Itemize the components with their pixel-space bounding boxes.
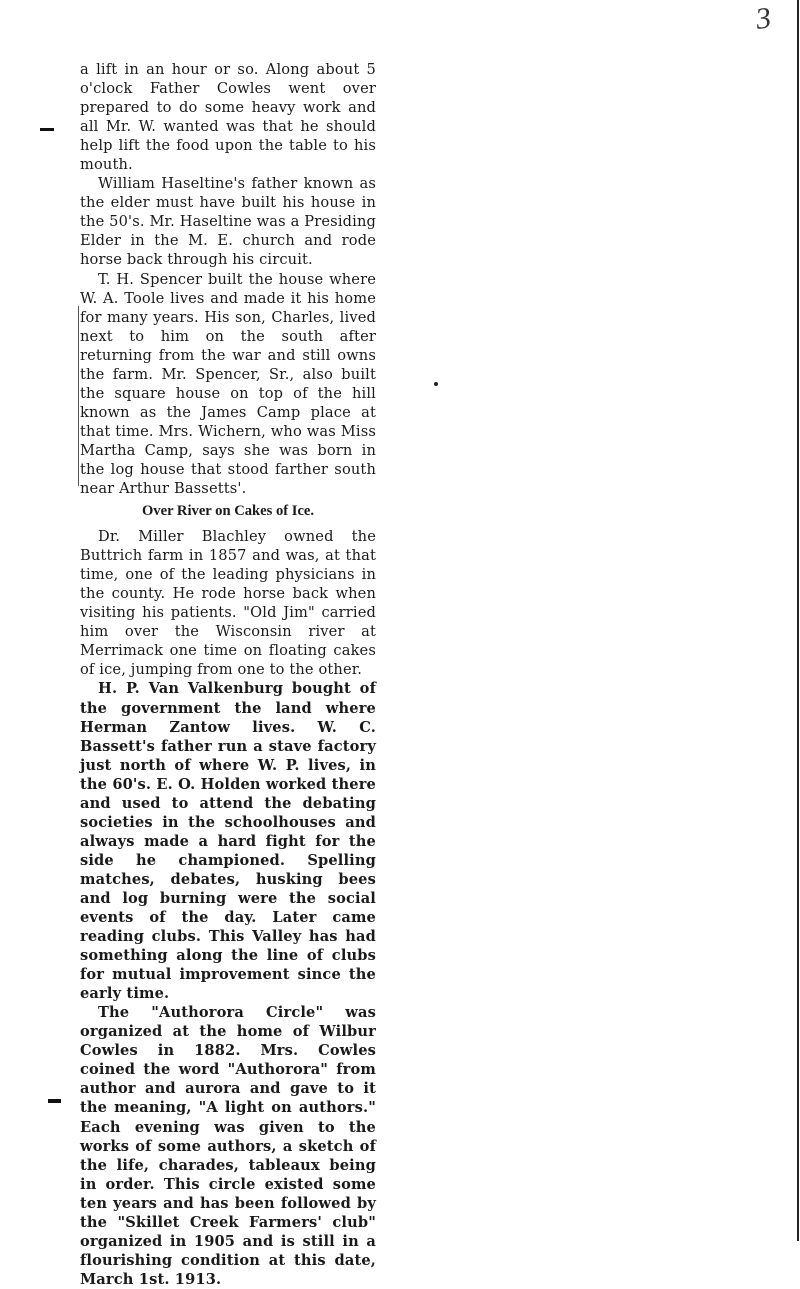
- paragraph-blachley: Dr. Miller Blachley owned the Buttrich farm in 1857 and was, at that time, one of the leading physicians in the county. He rode horse back when visiting his patients. "Old Jim" carried him over the Wisconsin river at Merrimack one time on floating cakes of ice, jumping from one to the other.: [80, 528, 376, 679]
- stray-mark: [434, 382, 438, 386]
- article-column: [80, 60, 376, 1289]
- paragraph-spencer: T. H. Spencer built the house where W. A. Toole lives and made it his home for many years. His son, Charles, lived next to him on the south after returning from the war and still owns the farm. Mr. Spencer, Sr., also built the square house on top of the hill known as the James Camp place at that time. Mrs. Wichern, who was Miss Martha Camp, says she was born in the log house that stood farther south near Arthur Bassetts'.: [80, 270, 376, 498]
- margin-mark-bottom: [48, 1099, 61, 1103]
- paragraph-continuation: a lift in an hour or so. Along about 5 o'clock Father Cowles went over prepared to do some heavy work and all Mr. W. wanted was that he should help lift the food upon the table to his mouth.: [80, 61, 376, 174]
- margin-mark-top: [40, 128, 54, 131]
- paragraph-haseltine: William Haseltine's father known as the elder must have built his house in the 50's. Mr. Haseltine was a Presiding Elder in the M. E. church and rode horse back through his circuit.: [80, 175, 376, 269]
- section-heading: Over River on Cakes of Ice.: [141, 503, 315, 520]
- paragraph-van-valkenburg: H. P. Van Valkenburg bought of the government the land where Herman Zantow lives. W. C. Bassett's father run a stave factory just north of where W. P. lives, in the 60's. E. O. Holden worked there and used to attend the debating societies in the schoolhouses and always made a hard fight for the side he championed. Spelling matches, debates, husking bees and log burning were the social events of the day. Later came reading clubs. This Valley has had something along the line of clubs for mutual improvement since the early time.: [80, 680, 376, 1003]
- paragraph-authorora-circle: The "Authorora Circle" was organized at the home of Wilbur Cowles in 1882. Mrs. Cowles coined the word "Authorora" from author and aurora and gave to it the meaning, "A light on authors." Each evening was given to the works of some authors, a sketch of the life, charades, tableaux being in order. This circle existed some ten years and has been followed by the "Skillet Creek Farmers' club" organized in 1905 and is still in a flourishing condition at this date, March 1st. 1913.: [80, 1004, 376, 1288]
- page-number: 3: [753, 1, 774, 36]
- margin-bracket-line: [78, 306, 79, 486]
- page-edge: [797, 0, 799, 1241]
